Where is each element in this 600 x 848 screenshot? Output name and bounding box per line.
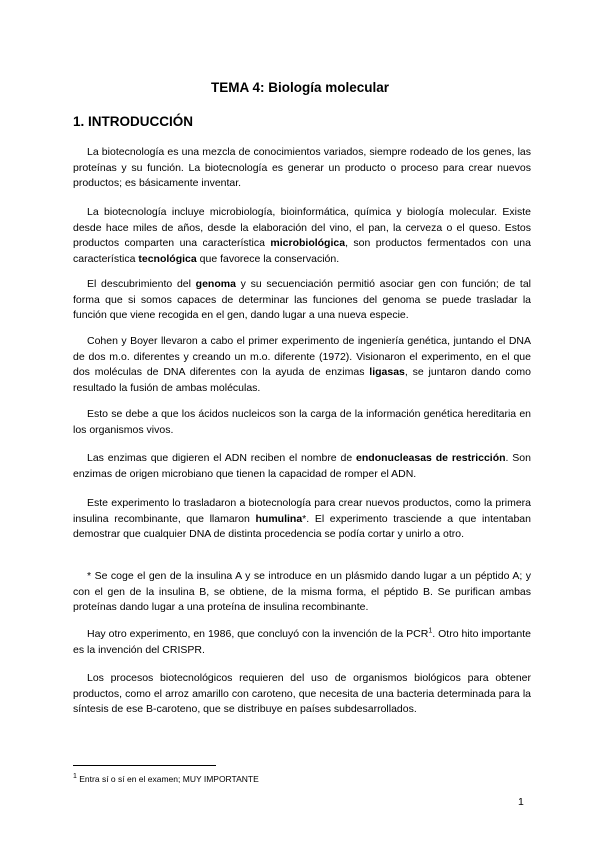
page-title: TEMA 4: Biología molecular xyxy=(210,80,390,95)
paragraph-4: Cohen y Boyer llevaron a cabo el primer experimento de ingeniería genética, juntando el DNA de dos m.o. diferentes y creando un m.o. diferente (1972). Visionaron el experimento, en el que dos moléculas de DNA diferentes con la ayuda de enzimas ligasas, se juntaron dando como resultado la fusión de ambas moléculas. xyxy=(73,335,531,394)
paragraph-6: Las enzimas que digieren el ADN reciben el nombre de endonucleasas de restricción. Son enzimas de origen microbiano que tienen la capacidad de romper el ADN. xyxy=(73,452,531,480)
footnote-reference: 1 xyxy=(428,627,433,635)
footnote: $^1$ Entra sí o sí en el examen; MUY IMPORTANTE xyxy=(73,773,259,784)
paragraph-5: Esto se debe a que los ácidos nucleicos son la carga de la información genética hereditaria en los organismos vivos. xyxy=(73,408,531,436)
paragraph-3: El descubrimiento del genoma y su secuenciación permitió asociar gen con función; de tal forma que si somos capaces de determinar las funciones del genoma se puede trasladar la función que viene recogida en el gen, dando lugar a una nueva especie. xyxy=(73,278,531,321)
footnote-divider xyxy=(73,765,216,766)
paragraph-2: La biotecnología incluye microbiología, bioinformática, química y biología molecular. Existe desde hace miles de años, desde la elaboración del vino, el pan, la cerveza o el queso. Estos productos comparten una característica microbiológica, son productos fermentados con una característica tecnológica que favorece la conservación. xyxy=(73,206,531,265)
section-heading: 1. INTRODUCCIÓN xyxy=(73,114,194,129)
paragraph-8: * Se coge el gen de la insulina A y se introduce en un plásmido dando lugar a un péptido A; y con el gen de la insulina B, se obtiene, de la misma forma, el péptido B. Se purifican ambas proteínas dando lugar a una proteína de insulina recombinante. xyxy=(73,570,531,613)
paragraph-9: Hay otro experimento, en 1986, que concluyó con la invención de la PCR$^1$. Otro hito importante es la invención del CRISPR. xyxy=(73,627,531,656)
paragraph-1: La biotecnología es una mezcla de conocimientos variados, siempre rodeado de los genes, las proteínas y su función. La biotecnología es generar un producto o proceso para crear nuevos productos; es básicamente inventar. xyxy=(73,146,531,189)
paragraph-7: Este experimento lo trasladaron a biotecnología para crear nuevos productos, como la primera insulina recombinante, que llamaron humulina*. El experimento trasciende a que intentaban demostrar que cualquier DNA de distinta procedencia se podía cortar y unirlo a otro. xyxy=(73,497,531,540)
page-number: 1 xyxy=(518,796,524,808)
paragraph-10: Los procesos biotecnológicos requieren del uso de organismos biológicos para obtener productos, como el arroz amarillo con caroteno, que necesita de una bacteria determinada para la síntesis de ese B-caroteno, que se distribuye en países subdesarrollados. xyxy=(73,672,531,715)
